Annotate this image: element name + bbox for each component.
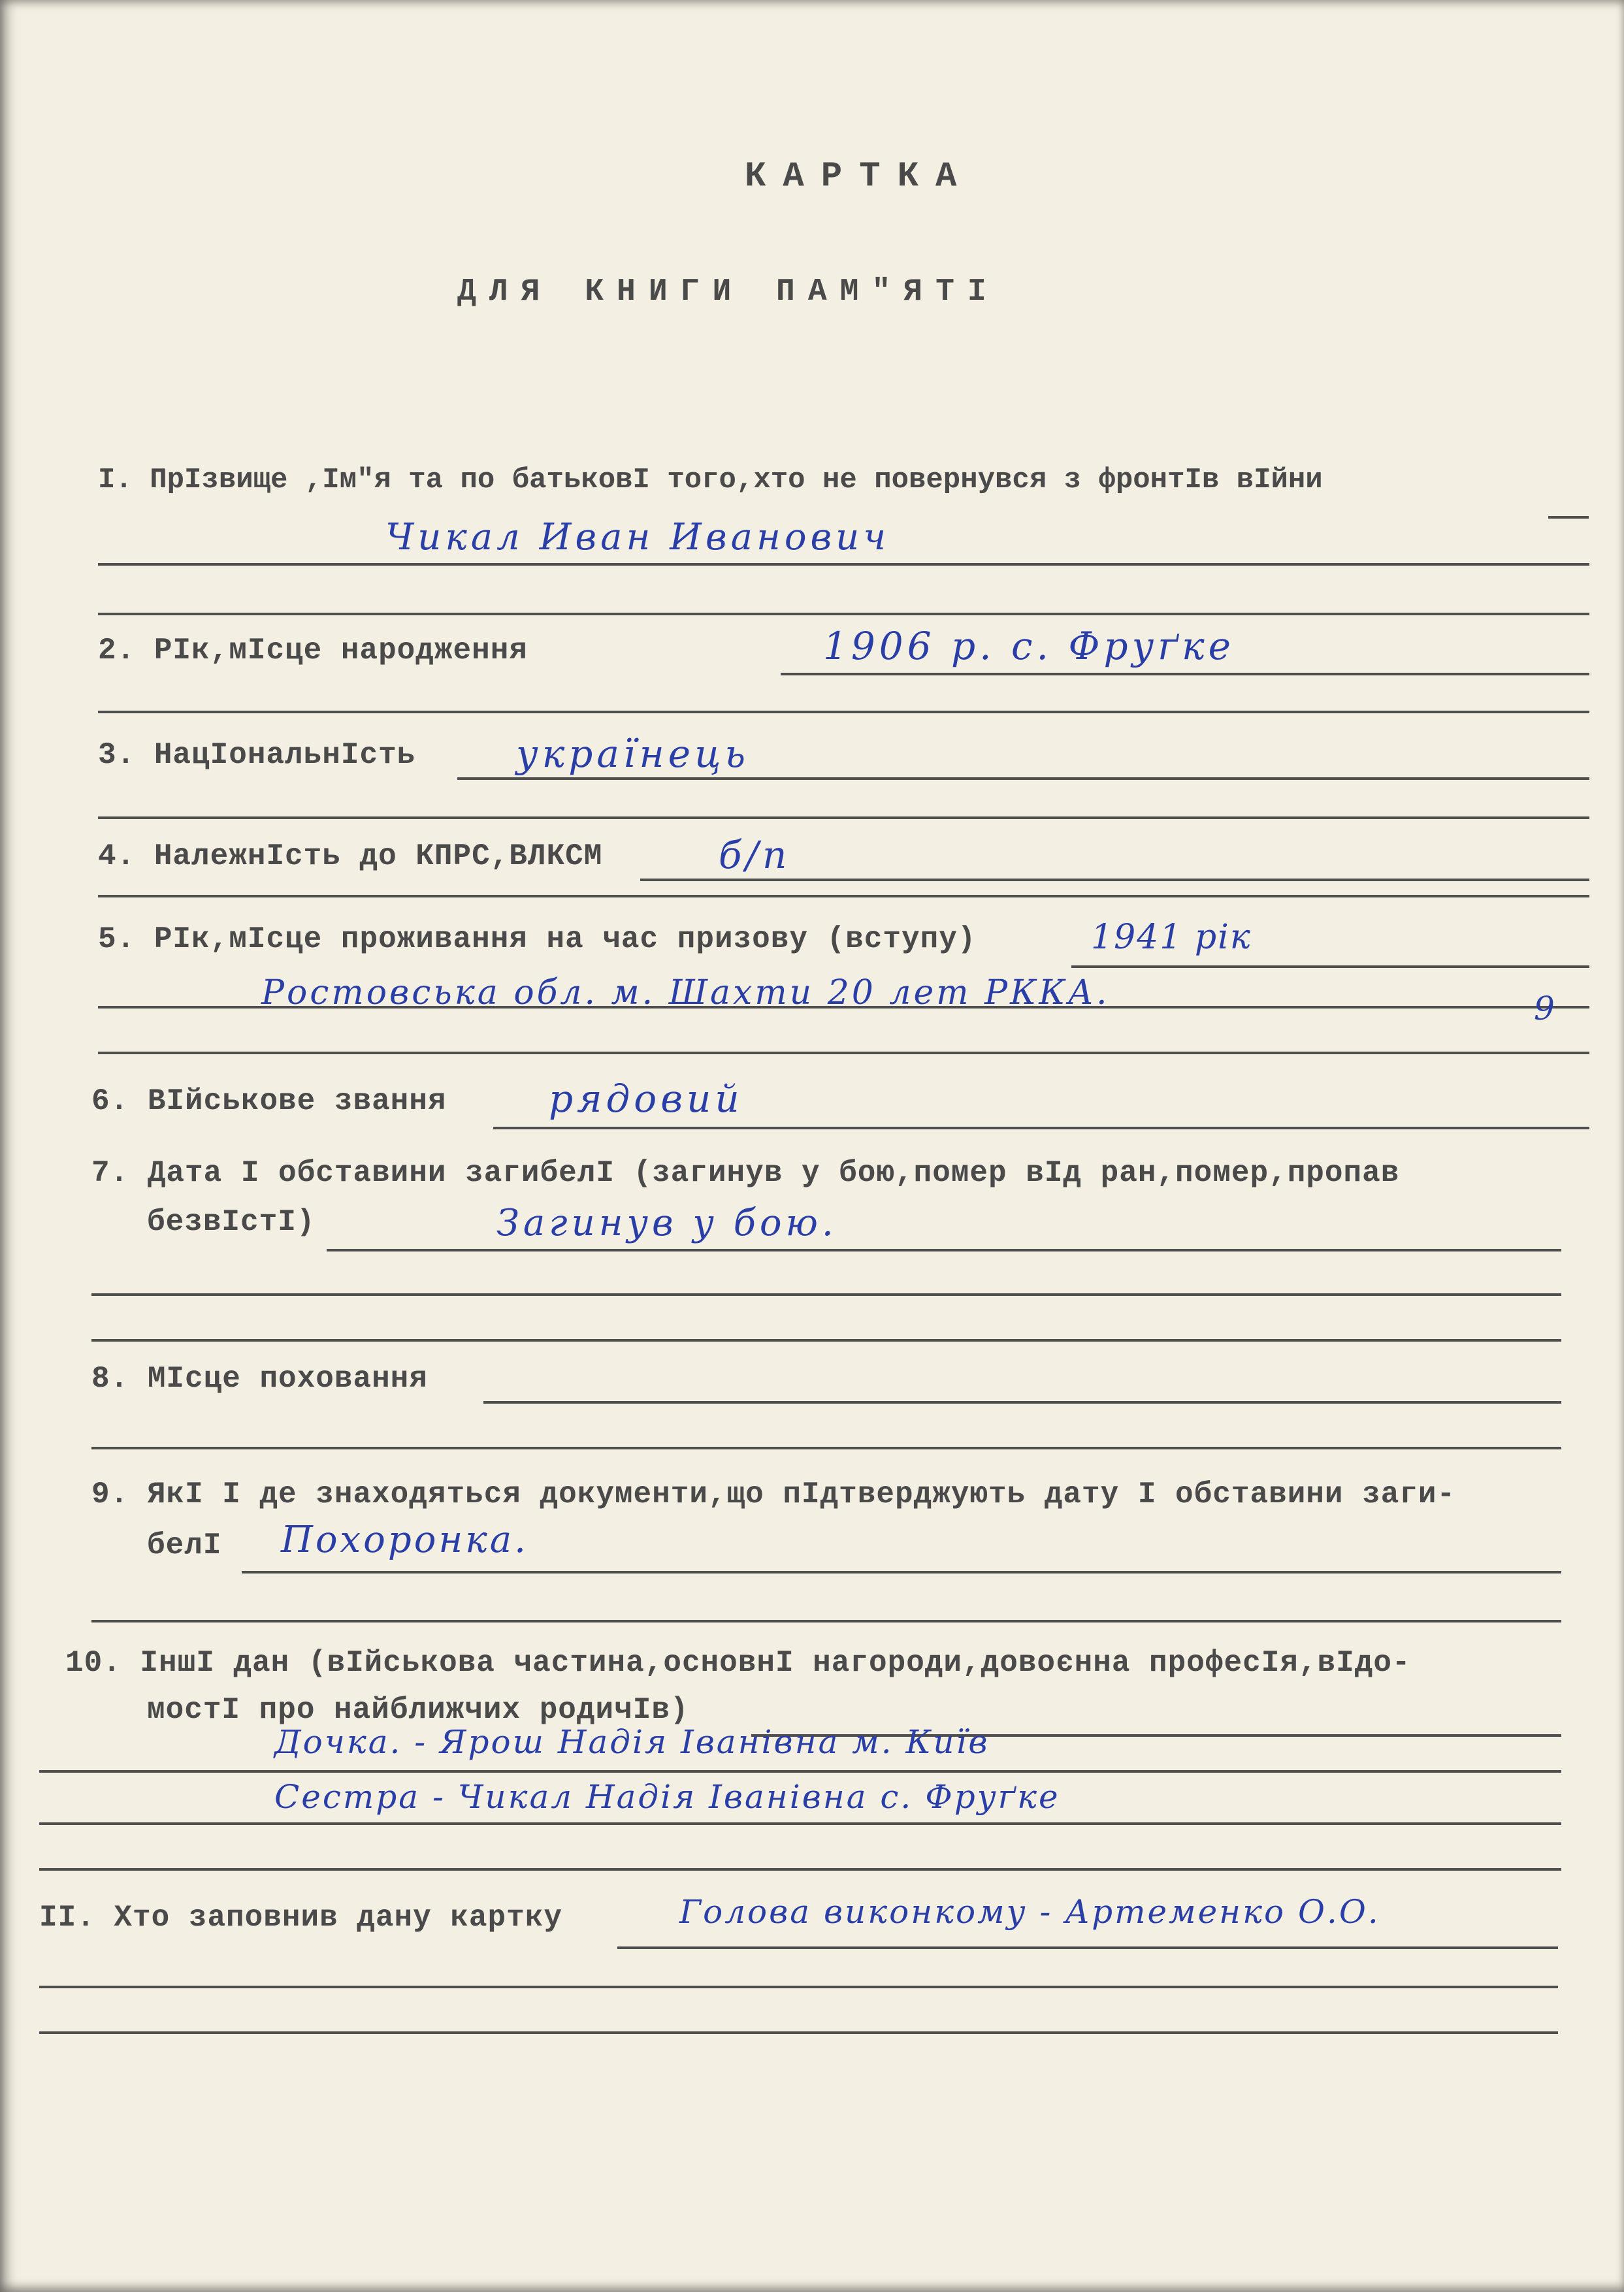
field-11-line-1 — [39, 1986, 1558, 1988]
field-9-underline — [242, 1571, 1561, 1574]
field-9-line-1 — [91, 1620, 1561, 1622]
field-11-label: ІІ. Хто заповнив дану картку — [39, 1901, 562, 1935]
field-7-label-1: 7. Дата І обставини загибелІ (загинув у бою,помер вІд ран,помер,пропав — [91, 1156, 1400, 1190]
field-5-line-2 — [98, 1052, 1589, 1054]
field-11-underline — [617, 1946, 1558, 1949]
field-10-line-2 — [39, 1822, 1561, 1825]
field-7-underline — [327, 1249, 1561, 1251]
field-3-value: українець — [516, 732, 750, 776]
card-subtitle: ДЛЯ КНИГИ ПАМ"ЯТІ — [457, 274, 999, 310]
field-1-value: Чикал Иван Иванович — [385, 516, 890, 558]
field-5-line-1 — [98, 1006, 1589, 1009]
field-5-underline — [1071, 965, 1589, 968]
field-10-value-1: Дочка. - Ярош Надія Іванівна м. Київ — [274, 1723, 990, 1761]
field-4-label: 4. НалежнІсть до КПРС,ВЛКСМ — [98, 839, 603, 873]
field-10-label-1: 10. ІншІ дан (вІйськова частина,основнІ нагороди,довоєнна професІя,вІдо- — [65, 1646, 1411, 1680]
field-4-value: б/п — [719, 833, 791, 877]
field-2-value: 1906 р. с. Фруґке — [823, 624, 1235, 668]
field-1-underline — [1548, 516, 1589, 519]
field-7-label-2: безвІстІ) — [147, 1205, 316, 1239]
field-11-line-2 — [39, 2031, 1558, 2034]
field-1-line-1 — [98, 563, 1589, 566]
field-3-label: 3. НацІональнІсть — [98, 738, 416, 772]
field-6-value: рядовий — [549, 1076, 743, 1121]
field-7-line-2 — [91, 1339, 1561, 1342]
field-5-value-1: 1941 рік — [1091, 918, 1252, 957]
card-title: КАРТКА — [745, 157, 974, 197]
field-1-label: І. ПрІзвище ,Ім"я та по батьковІ того,хто не повернувся з фронтІв вІйни — [98, 464, 1323, 496]
margin-mark: 9 — [1534, 990, 1555, 1027]
field-4-line-1 — [98, 895, 1589, 897]
field-5-label: 5. РІк,мІсце проживання на час призову (вступу) — [98, 922, 977, 956]
field-8-underline — [483, 1401, 1561, 1404]
field-10-label-2: мостІ про найближчих родичІв) — [147, 1693, 689, 1727]
field-3-underline — [457, 777, 1589, 780]
field-3-line-1 — [98, 816, 1589, 819]
field-6-underline — [493, 1127, 1589, 1129]
field-4-underline — [640, 879, 1589, 881]
field-5-value-2: Ростовська обл. м. Шахти 20 лет РККА. — [261, 973, 1110, 1012]
field-6-label: 6. ВІйськове звання — [91, 1084, 447, 1118]
field-10-value-2: Сестра - Чикал Надія Іванівна с. Фруґке — [274, 1778, 1060, 1816]
field-2-line-1 — [98, 711, 1589, 713]
field-9-value: Похоронка. — [281, 1519, 528, 1561]
field-9-label-1: 9. ЯкІ І де знаходяться документи,що пІдтверджують дату І обставини заги- — [91, 1477, 1456, 1511]
field-10-line-3 — [39, 1868, 1561, 1871]
field-10-line-1 — [39, 1770, 1561, 1773]
field-7-line-1 — [91, 1293, 1561, 1296]
field-2-label: 2. РІк,мІсце народження — [98, 634, 528, 668]
field-11-value: Голова виконкому - Артеменко О.О. — [679, 1893, 1380, 1931]
field-9-label-2: белІ — [147, 1528, 222, 1562]
field-8-label: 8. МІсце поховання — [91, 1362, 428, 1396]
field-1-line-2 — [98, 613, 1589, 615]
field-2-underline — [781, 673, 1589, 675]
field-7-value: Загинув у бою. — [496, 1202, 837, 1244]
field-8-line-1 — [91, 1447, 1561, 1449]
